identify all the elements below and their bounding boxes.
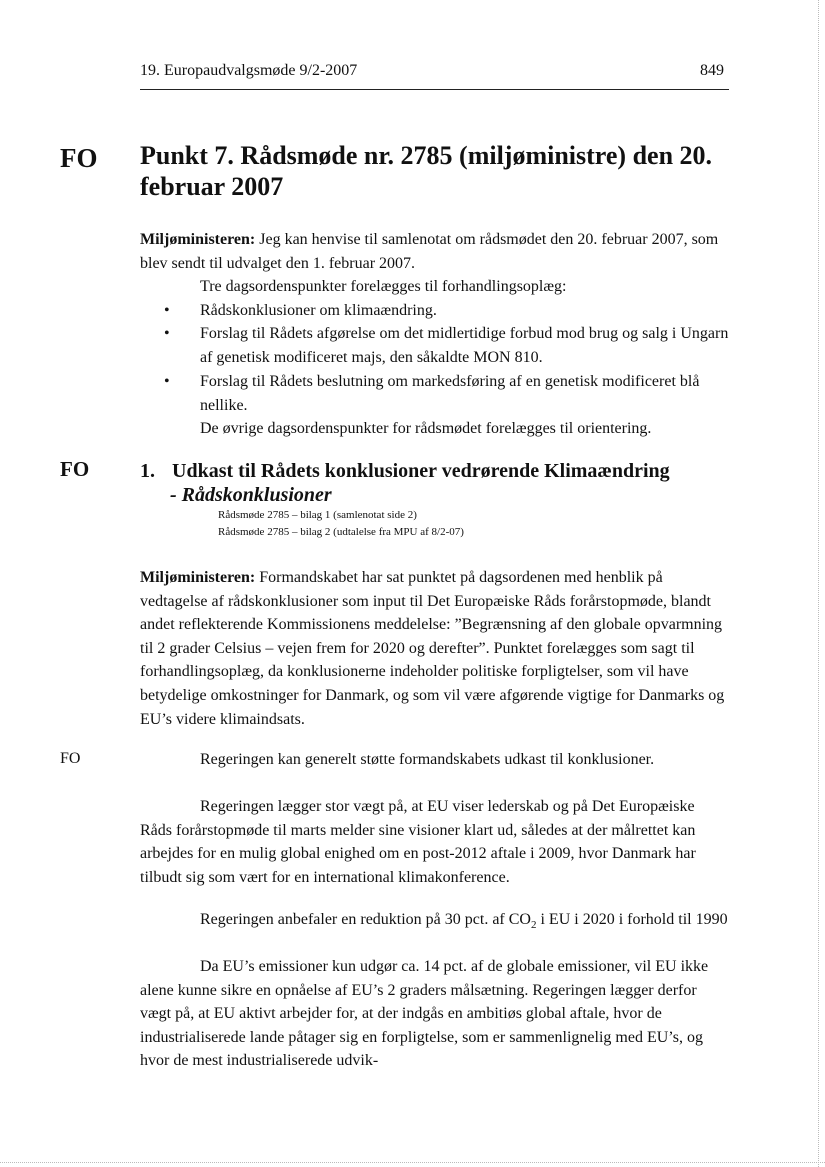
bullet-icon: • (164, 325, 170, 342)
intro-text: Jeg kan henvise til samlenotat om rådsmødet den 20. februar 2007, som blev sendt til udvalget den 1. februar 2007. (140, 231, 719, 272)
margin-mark-fo: FO (60, 143, 98, 173)
speaker-label: Miljøministeren: (140, 231, 256, 248)
section-title: Punkt 7. Rådsmøde nr. 2785 (miljøministre) den 20. februar 2007 (140, 141, 713, 201)
agenda-item-title: Udkast til Rådets konklusioner vedrørende Klimaændring (172, 460, 670, 482)
list-item-text: Rådskonklusioner om klimaændring. (200, 302, 437, 319)
bullet-icon: • (164, 302, 170, 319)
discussion-text: Regeringen anbefaler en reduktion på 30 pct. af CO (200, 911, 531, 928)
list-item (164, 370, 730, 417)
list-item (164, 299, 730, 323)
page-number: 849 (700, 62, 724, 79)
header-rule (140, 89, 729, 90)
reference-line: Rådsmøde 2785 – bilag 1 (samlenotat side 2) (218, 509, 417, 521)
reference-line: Rådsmøde 2785 – bilag 2 (udtalelse fra MPU af 8/2-07) (218, 526, 464, 538)
discussion-paragraph (140, 908, 730, 938)
co2-subscript: 2 (530, 919, 537, 932)
agenda-item-number: 1. (140, 460, 155, 482)
running-header-title: 19. Europaudvalgsmøde 9/2-2007 (140, 62, 358, 79)
discussion-text: i EU i 2020 i forhold til 1990 (536, 911, 728, 928)
discussion-text: Formandskabet har sat punktet på dagsordenen med henblik på vedtagelse af rådskonklusioner som input til Det Europæiske Råds forårstopmøde, blandt andet reflekterende Kommissionens meddelelse: ”Begrænsning af den globale opvarmning til 2 grader Celsius – vejen frem for 2020 og derefter”. Punktet forelægges som sagt til forhandlingsoplæg, da konklusionerne indeholder politiske forpligtelser, som vil have betydelige omkostninger for Danmark, og som vil være afgørende vigtige for Danmarks og EU’s videre klimaindsats. (140, 569, 725, 728)
margin-mark-fo: FO (60, 457, 90, 481)
list-item (164, 322, 730, 369)
margin-mark-fo: FO (60, 750, 81, 767)
discussion-paragraph (140, 748, 730, 772)
list-item-text: Forslag til Rådets afgørelse om det midlertidige forbud mod brug og salg i Ungarn af genetisk modificeret majs, den såkaldte MON 810. (200, 325, 729, 366)
bullet-icon: • (164, 373, 170, 390)
list-item-text: Forslag til Rådets beslutning om markedsføring af en genetisk modificeret blå nellike. (200, 373, 700, 414)
scan-edge-bottom (0, 1162, 825, 1163)
intro-paragraph (140, 228, 730, 275)
discussion-text: Regeringen lægger stor vægt på, at EU viser lederskab og på Det Europæiske Råds forårstopmøde til marts melder sine visioner klart ud, således at der målrettet kan arbejdes for en mulig global enighed om en post-2012 aftale i 2009, hvor Danmark har tilbudt sig som vært for en international klimakonference. (140, 798, 696, 886)
discussion-paragraph (140, 566, 730, 731)
scan-edge-right (818, 0, 819, 1167)
discussion-text: Da EU’s emissioner kun udgør ca. 14 pct. af de globale emissioner, vil EU ikke alene kunne sikre en opnåelse af EU’s 2 graders målsætning. Regeringen lægger derfor vægt på, at EU aktivt arbejder for, at der indgås en ambitiøs global aftale, hvor de industrialiserede lande påtager sig en forpligtelse, som er sammenlignelig med EU’s, og hvor de mest industrialiserede udvik- (140, 958, 709, 1070)
discussion-paragraph (140, 795, 730, 889)
discussion-paragraph (140, 955, 730, 1073)
agenda-item-subtitle: - Rådskonklusioner (170, 484, 332, 506)
discussion-text: Regeringen kan generelt støtte formandskabets udkast til konklusioner. (200, 751, 655, 768)
intro-lead-line: Tre dagsordenspunkter forelægges til forhandlingsoplæg: (200, 278, 567, 295)
intro-closing-line: De øvrige dagsordenspunkter for rådsmødet forelægges til orientering. (200, 420, 652, 437)
speaker-label: Miljøministeren: (140, 569, 256, 586)
